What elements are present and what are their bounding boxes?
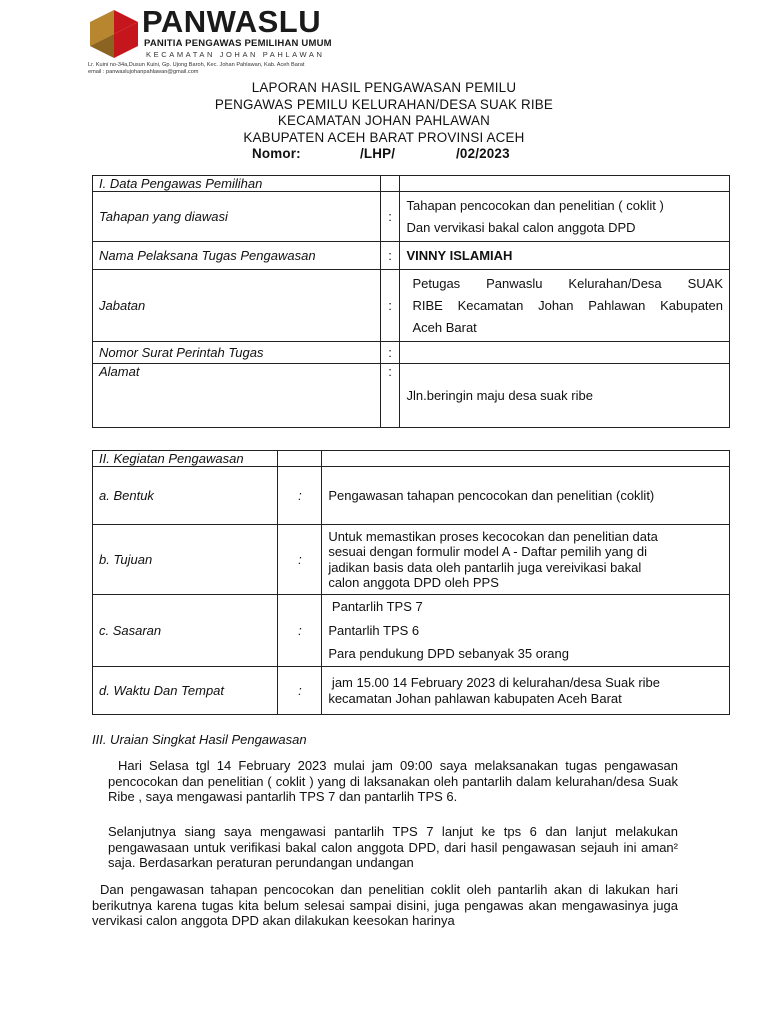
- nomor-label: Nomor:: [252, 146, 301, 161]
- uraian-paragraph-1: Hari Selasa tgl 14 February 2023 mulai jam 09:00 saya melaksanakan tugas pengawasan pencocokan dan penelitian ( coklit ) yang di laksanakan oleh pantarlih dalam kelurahan/desa Suak Ribe , saya mengawasi pantarlih TPS 7 dan pantarlih TPS 6.: [108, 758, 678, 805]
- value-waktu: jam 15.00 14 February 2023 di kelurahan/desa Suak ribe kecamatan Johan pahlawan kabupaten Aceh Barat: [322, 667, 730, 715]
- value-jabatan: Petugas Panwaslu Kelurahan/Desa SUAK RIBE Kecamatan Johan Pahlawan Kabupaten Aceh Barat: [400, 270, 730, 342]
- brand-subtitle: PANITIA PENGAWAS PEMILIHAN UMUM: [144, 38, 332, 49]
- title-line-1: LAPORAN HASIL PENGAWASAN PEMILU: [251, 80, 517, 95]
- value-nomor-surat: [400, 342, 730, 364]
- label-bentuk: a. Bentuk: [93, 467, 278, 525]
- value-tahapan: Tahapan pencocokan dan penelitian ( coklit ) Dan vervikasi bakal calon anggota DPD: [400, 192, 730, 242]
- section2-heading: II. Kegiatan Pengawasan: [93, 451, 278, 467]
- label-jabatan: Jabatan: [93, 270, 381, 342]
- value-tujuan: Untuk memastikan proses kecocokan dan penelitian data sesuai dengan formulir model A - Daftar pemilih yang di jadikan basis data oleh pantarlih juga vereivikasi bakal calon anggota DPD oleh PPS: [322, 525, 730, 595]
- nomor-end: /02/2023: [456, 146, 510, 161]
- value-sasaran: Pantarlih TPS 7 Pantarlih TPS 6 Para pendukung DPD sebanyak 35 orang: [322, 595, 730, 667]
- title-line-2: PENGAWAS PEMILU KELURAHAN/DESA SUAK RIBE: [214, 96, 554, 112]
- label-tujuan: b. Tujuan: [93, 525, 278, 595]
- title-line-3: KECAMATAN JOHAN PAHLAWAN: [277, 113, 491, 128]
- label-nomor-surat: Nomor Surat Perintah Tugas: [93, 342, 381, 364]
- label-tahapan: Tahapan yang diawasi: [93, 192, 381, 242]
- letterhead-address: [88, 62, 304, 76]
- label-sasaran: c. Sasaran: [93, 595, 278, 667]
- label-waktu: d. Waktu Dan Tempat: [93, 667, 278, 715]
- address-line: Lr. Kuini no-34a,Dusun Kuini, Gp. Ujong Baroh, Kec. Johan Pahlawan, Kab. Aceh Barat: [88, 62, 305, 68]
- value-nama: VINNY ISLAMIAH: [400, 242, 730, 270]
- value-alamat: Jln.beringin maju desa suak ribe: [400, 364, 730, 428]
- kegiatan-pengawasan-table: II. Kegiatan Pengawasan a. Bentuk : Pengawasan tahapan pencocokan dan penelitian (coklit) b. Tujuan : Untuk memastikan proses kecocokan dan penelitian data sesuai dengan formulir model A - Daftar pemilih yang di jadikan basis data oleh pantarlih juga vereivikasi bakal calon anggota DPD oleh PPS c. Sasaran : Pantarlih TPS 7 Pantarlih TPS 6 Para pendukung DPD sebanyak 35 orang d. Waktu Dan Tempat : jam 15.00 14 February 2023 di kelurahan/desa Suak ribe kecamatan Johan pahlawan kabupaten Aceh Barat: [92, 450, 730, 715]
- section1-heading: I. Data Pengawas Pemilihan: [93, 176, 381, 192]
- uraian-paragraph-3: Dan pengawasan tahapan pencocokan dan penelitian coklit oleh pantarlih akan di lakukan hari berikutnya karena tugas kita belum selesai sampai disini, juga pengawas akan mengawasinya juga vervikasi calon anggota DPD akan dilakukan keesokan harinya: [92, 882, 678, 929]
- value-bentuk: Pengawasan tahapan pencocokan dan penelitian (coklit): [322, 467, 730, 525]
- section3-heading: III. Uraian Singkat Hasil Pengawasan: [92, 732, 307, 747]
- panwaslu-logo-icon: [88, 8, 140, 58]
- brand-kecamatan: KECAMATAN JOHAN PAHLAWAN: [146, 50, 325, 59]
- data-pengawas-table: I. Data Pengawas Pemilihan Tahapan yang diawasi : Tahapan pencocokan dan penelitian ( coklit ) Dan vervikasi bakal calon anggota DPD Nama Pelaksana Tugas Pengawasan : VINNY ISLAMIAH Jabatan : Petugas Panwaslu Kelurahan/Desa SUAK RIBE Kecamatan Johan Pahlawan Kabupaten Aceh Barat Nomor Surat Perintah Tugas : Alamat : Jln.beringin maju desa suak ribe: [92, 175, 730, 428]
- nomor-line: [0, 146, 768, 163]
- report-title: [0, 80, 768, 163]
- email-line: email : panwaslujohanpahlawan@gmail.com: [88, 69, 199, 75]
- uraian-paragraph-2: Selanjutnya siang saya mengawasi pantarlih TPS 7 lanjut ke tps 6 dan lanjut melakukan pengawasaan untuk verifikasi bakal calon anggota DPD, dari hasil pengawasan sejauh ini aman² saja. Berdasarkan peraturan perundangan undangan: [108, 824, 678, 871]
- letterhead: [88, 6, 368, 74]
- label-alamat: Alamat: [93, 364, 381, 428]
- label-nama: Nama Pelaksana Tugas Pengawasan: [93, 242, 381, 270]
- nomor-mid: /LHP/: [360, 146, 396, 161]
- title-line-4: KABUPATEN ACEH BARAT PROVINSI ACEH: [243, 129, 525, 145]
- brand-name: PANWASLU: [142, 4, 322, 39]
